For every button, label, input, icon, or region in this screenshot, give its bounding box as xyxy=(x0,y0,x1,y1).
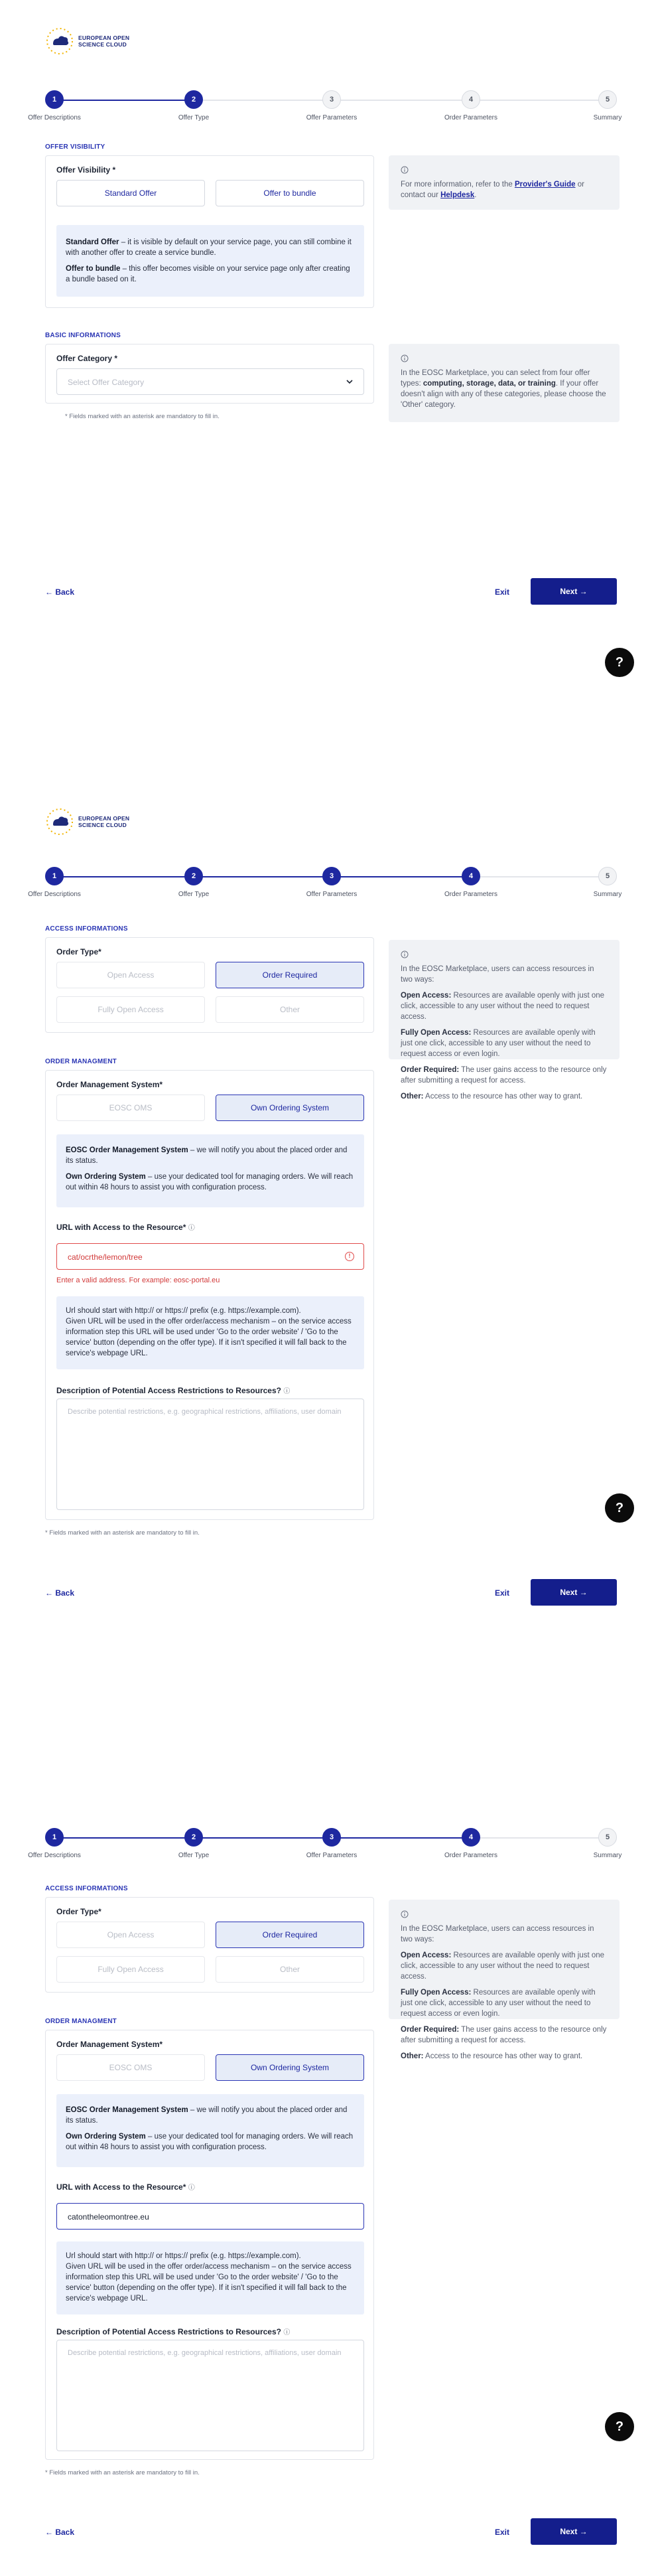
step-label: Offer Type xyxy=(178,1852,210,1859)
fully-open-access-button[interactable]: Fully Open Access xyxy=(56,1956,205,1983)
logo-line-2: SCIENCE CLOUD xyxy=(78,822,127,828)
help-button[interactable]: ? xyxy=(605,1493,634,1523)
step-number: 4 xyxy=(462,90,480,109)
restrictions-label xyxy=(56,2326,290,2336)
step-number: 2 xyxy=(184,90,203,109)
side-help-guide xyxy=(389,155,620,210)
order-management-panel xyxy=(45,2030,374,2460)
access-side-open-bold: Open Access: xyxy=(401,992,452,1000)
eosc-logo-icon xyxy=(45,27,74,56)
step-order-parameters[interactable] xyxy=(431,867,511,898)
mandatory-footnote: * Fields marked with an asterisk are mandatory to fill in. xyxy=(45,2469,200,2476)
step-label: Offer Type xyxy=(178,891,210,898)
step-label: Offer Descriptions xyxy=(28,891,81,898)
order-required-button[interactable]: Order Required xyxy=(216,962,364,988)
access-side-fully-bold: Fully Open Access: xyxy=(401,1029,472,1037)
order-system-label: Order Management System* xyxy=(56,1080,163,1089)
step-number: 4 xyxy=(462,867,480,885)
url-info-1: Url should start with http:// or https:// prefix (e.g. https://example.com). xyxy=(66,2252,301,2260)
access-side-order-text: The user gains access to the resource only after submitting a request for access. xyxy=(401,2026,607,2044)
offer-visibility-label: Offer Visibility * xyxy=(56,165,116,175)
access-side-intro: In the EOSC Marketplace, users can access resources in two ways: xyxy=(401,1925,594,1943)
info-eosc-text: – we will notify you about the placed order and its status. xyxy=(66,2106,348,2125)
restrictions-label xyxy=(56,1385,290,1395)
step-order-parameters[interactable] xyxy=(431,1828,511,1859)
order-system-info xyxy=(56,1134,364,1207)
step-number: 3 xyxy=(322,1828,341,1847)
other-button[interactable]: Other xyxy=(216,1956,364,1983)
info-eosc-bold: EOSC Order Management System xyxy=(66,1146,188,1154)
url-input[interactable] xyxy=(56,2203,364,2230)
info-eosc-text: – we will notify you about the placed order and its status. xyxy=(66,1146,348,1165)
url-hint-icon[interactable]: ⓘ xyxy=(188,1225,195,1232)
side-category-text-end: . If your offer doesn't align with any of these categories, please choose the 'Other' category. xyxy=(401,380,606,409)
url-input-value: catontheleomontree.eu xyxy=(68,2212,149,2222)
info-own-bold: Own Ordering System xyxy=(66,2133,146,2141)
info-own-text: – use your dedicated tool for managing orders. We will reach out within 48 hours to assist you with configuration process. xyxy=(66,1173,354,1191)
access-side-fully-bold: Fully Open Access: xyxy=(401,1989,472,1997)
step-offer-descriptions[interactable] xyxy=(15,1828,94,1859)
side-guide-text: For more information, refer to the xyxy=(401,181,515,189)
back-button[interactable]: ← Back xyxy=(45,1588,75,1598)
step-label: Offer Type xyxy=(178,114,210,121)
info-bundle-text: – this offer becomes visible on your service page only after creating a bundle based on it. xyxy=(66,265,350,283)
access-side-order-bold: Order Required: xyxy=(401,2026,460,2034)
url-info xyxy=(56,1296,364,1369)
step-summary[interactable] xyxy=(568,1828,647,1859)
mandatory-footnote: * Fields marked with an asterisk are mandatory to fill in. xyxy=(65,413,220,420)
step-offer-parameters[interactable] xyxy=(292,1828,371,1859)
offer-category-placeholder: Select Offer Category xyxy=(68,378,145,387)
stepper xyxy=(0,1828,654,1861)
logo-line-1: EUROPEAN OPEN xyxy=(78,815,130,822)
info-eosc-bold: EOSC Order Management System xyxy=(66,2106,188,2114)
access-side-open-bold: Open Access: xyxy=(401,1951,452,1959)
step-number: 1 xyxy=(45,1828,64,1847)
step-offer-type[interactable] xyxy=(154,867,233,898)
step-offer-parameters[interactable] xyxy=(292,867,371,898)
side-help-access xyxy=(389,1900,620,2060)
step-label: Summary xyxy=(593,1852,622,1859)
step-label: Order Parameters xyxy=(444,114,498,121)
url-hint-icon[interactable]: ⓘ xyxy=(188,2184,195,2192)
step-offer-descriptions[interactable] xyxy=(15,867,94,898)
section-title-order: ORDER MANAGMENT xyxy=(45,1058,117,1065)
order-type-label: Order Type* xyxy=(56,947,101,956)
step-label: Summary xyxy=(593,891,622,898)
help-button[interactable]: ? xyxy=(605,2412,634,2441)
fully-open-access-button[interactable]: Fully Open Access xyxy=(56,996,205,1023)
step-summary[interactable] xyxy=(568,867,647,898)
access-side-other-text: Access to the resource has other way to grant. xyxy=(423,2052,583,2060)
step-number: 5 xyxy=(598,90,617,109)
side-category-bold: computing, storage, data, or training xyxy=(423,380,556,388)
step-offer-type[interactable] xyxy=(154,90,233,121)
step-number: 4 xyxy=(462,1828,480,1847)
step-number: 3 xyxy=(322,90,341,109)
info-standard-text: – it is visible by default on your service page, you can still combine it with another offer to create a service bundle. xyxy=(66,238,352,257)
own-ordering-system-button[interactable]: Own Ordering System xyxy=(216,2054,364,2081)
step-number: 5 xyxy=(598,1828,617,1847)
side-guide-text-mid: or contact our xyxy=(401,181,584,199)
side-guide-text-end: . xyxy=(474,191,477,199)
access-side-open-text: Resources are available openly with just one click, accessible to any user without the need to request access. xyxy=(401,992,605,1021)
url-info xyxy=(56,2241,364,2314)
exit-button[interactable]: Exit xyxy=(495,1588,510,1598)
access-side-intro: In the EOSC Marketplace, users can access resources in two ways: xyxy=(401,965,594,984)
url-label xyxy=(56,1222,195,1232)
side-category-text: In the EOSC Marketplace, you can select from four offer types: xyxy=(401,369,590,388)
url-info-2: Given URL will be used in the offer order/access mechanism – on the service access information step this URL will be used under 'Go to the order website' / 'Go to the service' button (depending on the offer type). If it isn't specified it will fall back to the service's webpage URL. xyxy=(66,1318,352,1357)
step-label: Offer Parameters xyxy=(306,1852,358,1859)
access-side-fully-text: Resources are available openly with just one click, accessible to any user without the need to request access or even login. xyxy=(401,1029,596,1058)
info-own-text: – use your dedicated tool for managing orders. We will reach out within 48 hours to assist you with configuration process. xyxy=(66,2133,354,2151)
url-input-value: cat/ocrthe/lemon/tree xyxy=(68,1252,143,1262)
eosc-logo xyxy=(45,27,129,56)
restrictions-textarea[interactable]: Describe potential restrictions, e.g. geographical restrictions, affiliations, user domain xyxy=(56,2340,364,2451)
stepper xyxy=(0,90,654,123)
access-side-order-bold: Order Required: xyxy=(401,1066,460,1074)
step-number: 1 xyxy=(45,90,64,109)
info-icon xyxy=(401,166,409,174)
step-offer-descriptions[interactable] xyxy=(15,90,94,121)
restrictions-hint-icon[interactable]: ⓘ xyxy=(283,1388,291,1395)
info-icon xyxy=(401,354,409,362)
own-ordering-system-button[interactable]: Own Ordering System xyxy=(216,1095,364,1121)
step-label: Offer Descriptions xyxy=(28,114,81,121)
step-offer-parameters[interactable] xyxy=(292,90,371,121)
url-info-2: Given URL will be used in the offer order/access mechanism – on the service access information step this URL will be used under 'Go to the order website' / 'Go to the service' button (depending on the offer type). If it isn't specified it will fall back to the service's webpage URL. xyxy=(66,2263,352,2303)
access-side-open-text: Resources are available openly with just one click, accessible to any user without the need to request access. xyxy=(401,1951,605,1981)
step-label: Offer Parameters xyxy=(306,891,358,898)
step-label: Offer Descriptions xyxy=(28,1852,81,1859)
restrictions-hint-icon[interactable]: ⓘ xyxy=(283,2329,291,2336)
access-side-other-bold: Other: xyxy=(401,2052,424,2060)
order-system-info xyxy=(56,2094,364,2167)
exit-button[interactable]: Exit xyxy=(495,587,510,597)
info-own-bold: Own Ordering System xyxy=(66,1173,146,1181)
order-type-panel xyxy=(45,937,374,1033)
stepper xyxy=(0,867,654,900)
step-label: Order Parameters xyxy=(444,1852,498,1859)
info-standard-bold: Standard Offer xyxy=(66,238,119,246)
step-label: Offer Parameters xyxy=(306,114,358,121)
eosc-logo xyxy=(45,807,129,836)
next-button[interactable]: Next → xyxy=(531,2518,617,2545)
eosc-oms-button[interactable]: EOSC OMS xyxy=(56,1095,205,1121)
offer-visibility-panel xyxy=(45,155,374,308)
next-button[interactable]: Next → xyxy=(531,578,617,605)
order-type-label: Order Type* xyxy=(56,1907,101,1916)
step-number: 3 xyxy=(322,867,341,885)
section-title-offer-visibility: OFFER VISIBILITY xyxy=(45,143,105,151)
offer-visibility-info xyxy=(56,225,364,297)
url-input[interactable] xyxy=(56,1243,364,1270)
order-required-button[interactable]: Order Required xyxy=(216,1922,364,1948)
offer-category-select[interactable] xyxy=(56,368,364,395)
standard-offer-button[interactable]: Standard Offer xyxy=(56,180,205,206)
access-side-other-text: Access to the resource has other way to grant. xyxy=(423,1093,583,1100)
exit-button[interactable]: Exit xyxy=(495,2528,510,2537)
back-button[interactable]: ← Back xyxy=(45,2528,75,2537)
offer-category-panel xyxy=(45,344,374,404)
access-side-order-text: The user gains access to the resource only after submitting a request for access. xyxy=(401,1066,607,1085)
section-title-access: ACCESS INFORMATIONS xyxy=(45,1885,128,1892)
eosc-oms-button[interactable]: EOSC OMS xyxy=(56,2054,205,2081)
restrictions-textarea[interactable]: Describe potential restrictions, e.g. geographical restrictions, affiliations, user domain xyxy=(56,1399,364,1510)
step-label: Summary xyxy=(593,114,622,121)
side-help-access xyxy=(389,940,620,1100)
open-access-button[interactable]: Open Access xyxy=(56,1922,205,1948)
info-icon xyxy=(401,1910,409,1918)
helpdesk-link[interactable]: Helpdesk xyxy=(440,191,475,199)
access-side-fully-text: Resources are available openly with just one click, accessible to any user without the need to request access or even login. xyxy=(401,1989,596,2018)
order-type-panel xyxy=(45,1897,374,1993)
section-title-order: ORDER MANAGMENT xyxy=(45,2018,117,2025)
providers-guide-link[interactable]: Provider's Guide xyxy=(514,181,576,189)
section-title-basic-informations: BASIC INFORMATIONS xyxy=(45,332,121,339)
other-button[interactable]: Other xyxy=(216,996,364,1023)
url-info-1: Url should start with http:// or https:// prefix (e.g. https://example.com). xyxy=(66,1307,301,1315)
step-number: 2 xyxy=(184,1828,203,1847)
mandatory-footnote: * Fields marked with an asterisk are mandatory to fill in. xyxy=(45,1529,200,1537)
chevron-down-icon xyxy=(345,377,354,386)
step-number: 1 xyxy=(45,867,64,885)
url-error-message: Enter a valid address. For example: eosc-portal.eu xyxy=(56,1276,220,1284)
restrictions-label-text: Description of Potential Access Restrictions to Resources? xyxy=(56,1386,281,1395)
order-management-panel xyxy=(45,1070,374,1520)
step-number: 2 xyxy=(184,867,203,885)
info-icon xyxy=(401,950,409,958)
info-bundle-bold: Offer to bundle xyxy=(66,265,121,273)
step-offer-type[interactable] xyxy=(154,1828,233,1859)
offer-to-bundle-button[interactable]: Offer to bundle xyxy=(216,180,364,206)
eosc-logo-icon xyxy=(45,807,74,836)
restrictions-label-text: Description of Potential Access Restrictions to Resources? xyxy=(56,2327,281,2336)
step-order-parameters[interactable] xyxy=(431,90,511,121)
access-side-other-bold: Other: xyxy=(401,1093,424,1100)
help-button[interactable]: ? xyxy=(605,648,634,677)
back-button[interactable]: ← Back xyxy=(45,587,75,597)
url-label-text: URL with Access to the Resource* xyxy=(56,1223,186,1232)
logo-line-2: SCIENCE CLOUD xyxy=(78,41,127,48)
next-button[interactable]: Next → xyxy=(531,1579,617,1606)
order-system-label: Order Management System* xyxy=(56,2040,163,2049)
logo-line-1: EUROPEAN OPEN xyxy=(78,35,130,41)
step-label: Order Parameters xyxy=(444,891,498,898)
offer-category-label: Offer Category * xyxy=(56,354,118,363)
section-title-access: ACCESS INFORMATIONS xyxy=(45,925,128,933)
step-summary[interactable] xyxy=(568,90,647,121)
open-access-button[interactable]: Open Access xyxy=(56,962,205,988)
error-icon: ! xyxy=(345,1252,354,1261)
url-label-text: URL with Access to the Resource* xyxy=(56,2182,186,2192)
step-number: 5 xyxy=(598,867,617,885)
url-label xyxy=(56,2182,195,2192)
side-help-category xyxy=(389,344,620,422)
